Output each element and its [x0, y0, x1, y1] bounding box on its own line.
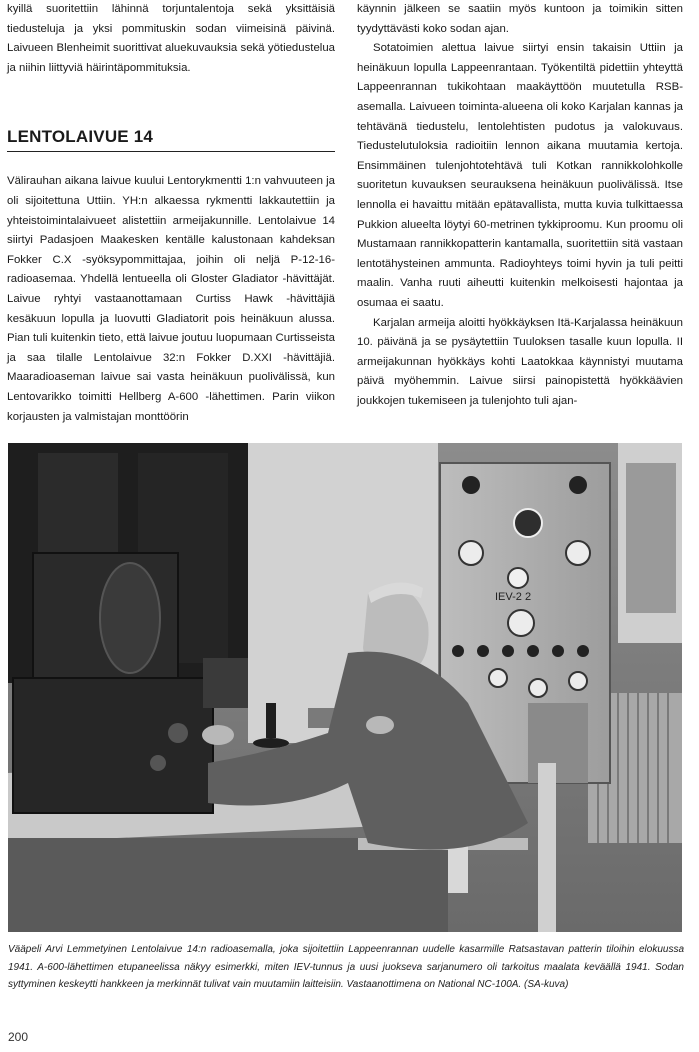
left-paragraph-top: kyillä suoritettiin lähinnä torjuntalentoja sekä yksittäisiä tiedusteluja ja yksi pommituskin sodan viimeisinä päivinä. Laivueen Blenheimit suorittivat aluekuvauksia sekä yötiedustelua ja niihin liittyviä häirintäpommituksia.	[7, 3, 335, 74]
right-paragraph-2: Sotatoimien alettua laivue siirtyi ensin takaisin Uttiin ja heinäkuun lopulla Lappeenrantaan. Työkentiltä pidettiin yhteyttä Lappeenrannan tukikohtaan maakäyttöön muutetulla RSB-asemalla. Laivueen toiminta-alueena oli koko Karjalan kannas ja tehtävänä tiedustelu, lentolehtisten pudotus ja valokuvaus. Tiedustelutuloksia radioitiin lennon aikana muutamia kertoja. Ensimmäinen tulenjohtotehtävä tuli Kotkan rannikkolohkolle suoritetun kuvauksen seurauksena heinäkuun puolivälissä. Itse lennolla ei havaittu mitään epätavallista, mutta kuvia tulkittaessa Pukkion alueelta löytyi 60-metrinen tykkiproomu. Kun proomu oli Mustamaan rannikkopatterin kantamalla, suoritettiin sitä vastaan lentotähysteinen ammunta. Radioyhteys toimi hyvin ja tuli peitti maalin. Vanha ruuti aiheutti kuitenkin melkoisesti hajontaa ja osumaa ei saatu.	[357, 42, 683, 309]
section-heading: LENTOLAIVUE 14	[7, 126, 335, 152]
right-paragraph-1: käynnin jälkeen se saatiin myös kuntoon ja toimikin sitten tyydyttävästi koko sodan ajan.	[357, 3, 683, 35]
right-paragraph-3: Karjalan armeija aloitti hyökkäyksen Itä-Karjalassa heinäkuun 10. päivänä ja se pysäytettiin Tuuloksen tasalle kuun lopulla. II armeijakunnan hyökkäys kohti Laatokkaa käynnistyi muutama päivä myöhemmin. Laivue siirsi painopistettä hyökkäävien joukkojen tukemiseen ja tulenjohto tuli ajan-	[357, 316, 683, 407]
panel-lettering: IEV-2 2	[495, 591, 532, 603]
page-number: 200	[8, 1030, 29, 1044]
radio-station-photo	[8, 443, 682, 932]
left-paragraph-main: Välirauhan aikana laivue kuului Lentorykmentti 1:n vahvuuteen ja oli sijoitettuna Uttiin. YH:n alkaessa rykmentti lakkautettiin ja yhteistoimintalaivueet alistettiin armeijakunnille. Lentolaivue 14 siirtyi Padasjoen Maakesken kentälle kalustonaan kahdeksan Fokker C.X -syöksypommittajaa, joihin oli neljä P-12-16-radioasemaa. Yhdellä lentueella oli Gloster Gladiator -hävittäjät. Laivue ryhtyi vastaanottamaan Curtiss Hawk -hävittäjiä kesäkuun lopulla ja luovutti Gladiatorit pois heinäkuun alussa. Pian tuli kuitenkin tieto, että laivue joutuu luopumaan Curtisseista ja saa tilalle Lentolaivue 32:n Fokker D.XXI -hävittäjiä. Maaradioaseman laivue sai vasta heinäkuun puolivälissä, kun Lentovarikko toimitti Hellberg A-600 -lähettimen. Parin viikon korjausten ja valmistajan monttöörin	[7, 175, 336, 423]
photo-caption: Vääpeli Arvi Lemmetyinen Lentolaivue 14:n radioasemalla, joka sijoitettiin Lappeenrannan uudelle kasarmille Ratsastavan patterin tiloihin elokuussa 1941. A-600-lähettimen etupaneelissa näkyy esimerkki, miten IEV-tunnus ja uusi juokseva sarjanumero oli tarkoitus maalata keväällä 1941. Sodan syttyminen keskeytti hankkeen ja merkinnät tulivat vain muutamiin laitteisiin. Vastaanottimena on National NC-100A. (SA-kuva)	[8, 944, 684, 990]
left-column	[7, 0, 335, 427]
right-column	[357, 0, 683, 411]
